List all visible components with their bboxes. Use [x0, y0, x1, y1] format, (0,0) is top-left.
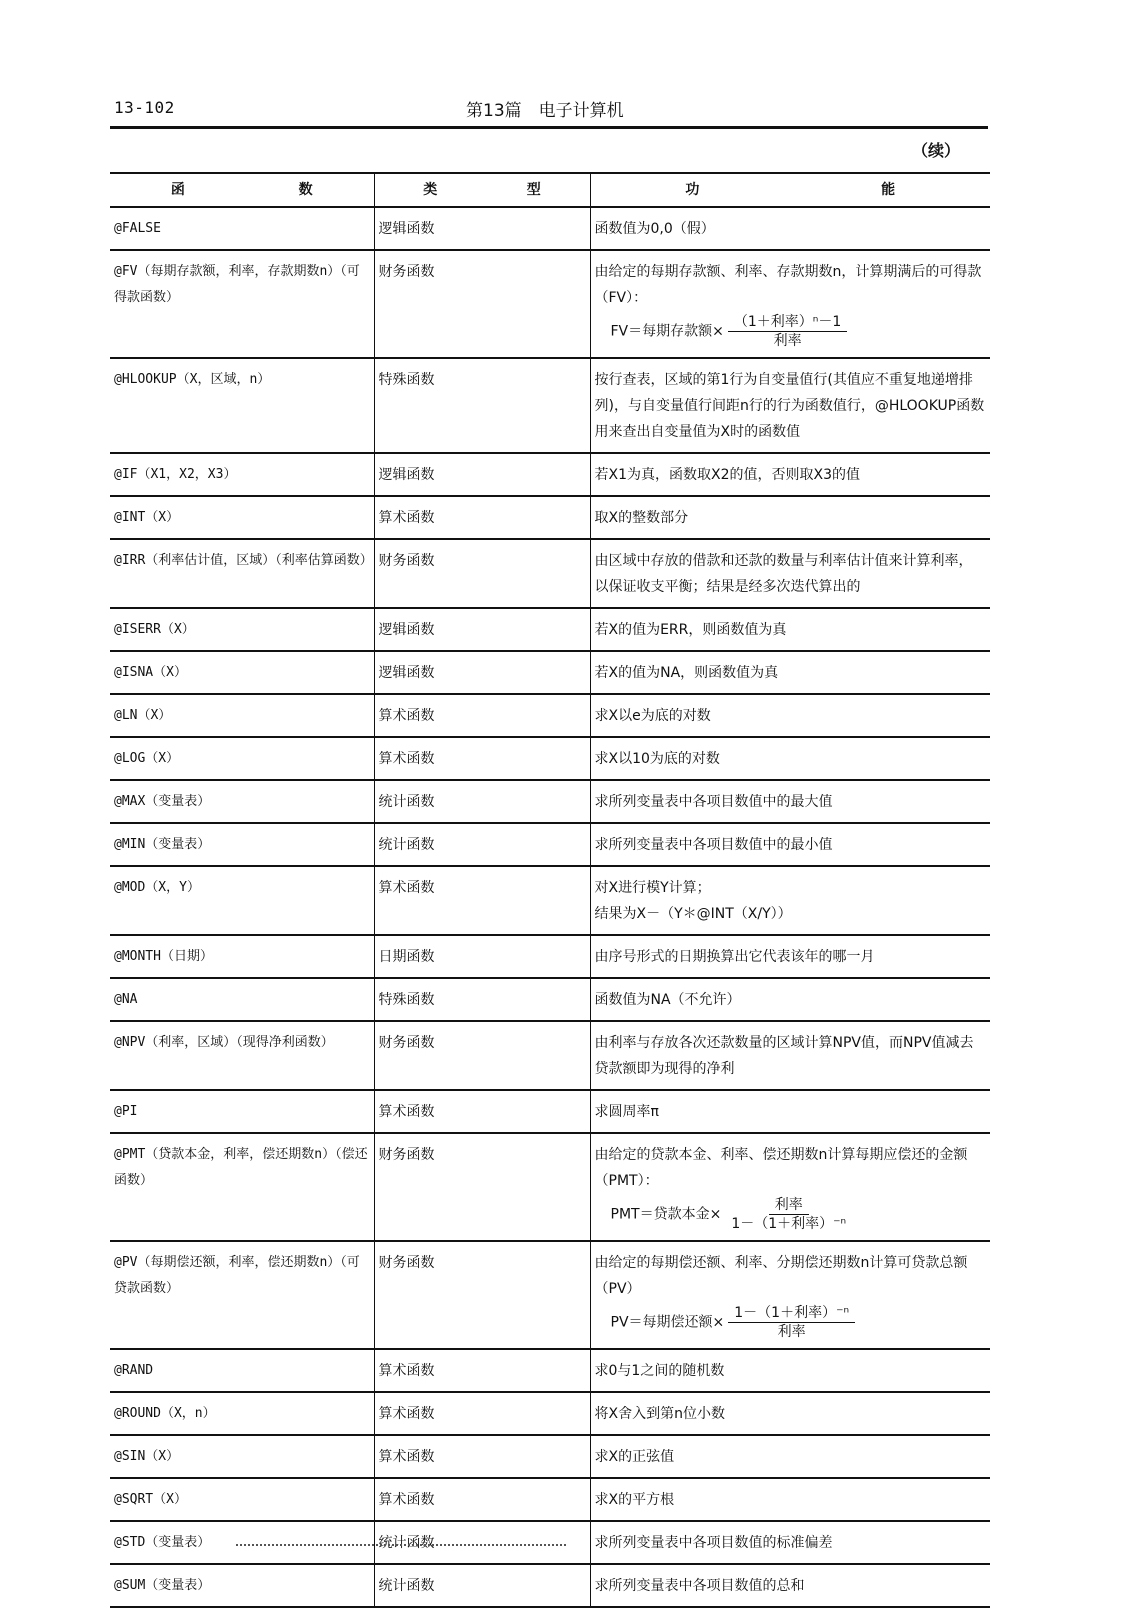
description-text: 将X舍入到第n位小数 [594, 1406, 725, 1422]
function-cell: @ROUND（X，n） [110, 1392, 374, 1435]
description-text: 函数值为NA（不允许） [594, 992, 741, 1008]
description-cell [590, 1241, 990, 1349]
table-row [110, 1090, 990, 1133]
chapter-title: 第13篇 电子计算机 [466, 101, 624, 121]
description-cell [590, 250, 990, 358]
table-row [110, 866, 990, 935]
type-cell: 日期函数 [374, 935, 590, 978]
table-row [110, 358, 990, 453]
description-text: 由给定的每期偿还额、利率、分期偿还期数n计算可贷款总额（PV） [594, 1255, 968, 1297]
formula-fraction [725, 1196, 852, 1233]
description-text-2: 结果为X－（Y＊@INT（X/Y）） [594, 906, 792, 922]
function-cell: @MOD（X，Y） [110, 866, 374, 935]
type-cell: 算术函数 [374, 1392, 590, 1435]
type-cell: 统计函数 [374, 1521, 590, 1564]
table-row [110, 539, 990, 608]
table-row [110, 737, 990, 780]
description-cell [590, 978, 990, 1021]
formula-denominator: 利率 [777, 1324, 806, 1340]
table-row [110, 694, 990, 737]
type-cell: 算术函数 [374, 1435, 590, 1478]
description-text: 求X以10为底的对数 [594, 751, 720, 767]
table-row [110, 1021, 990, 1090]
function-cell: @PMT（贷款本金，利率，偿还期数n）（偿还函数） [110, 1133, 374, 1241]
col-header-type [374, 173, 590, 207]
description-text: 求0与1之间的随机数 [594, 1363, 725, 1379]
col-header-function-char2: 数 [298, 182, 313, 198]
formula-numerator: （1＋利率）ⁿ－1 [728, 313, 847, 332]
type-cell: 逻辑函数 [374, 207, 590, 250]
description-cell [590, 737, 990, 780]
formula-lhs: FV＝每期存款额× [610, 323, 724, 340]
description-text: 求圆周率π [594, 1104, 659, 1120]
function-cell: @SIN（X） [110, 1435, 374, 1478]
type-cell: 财务函数 [374, 250, 590, 358]
table-row [110, 935, 990, 978]
table-row [110, 453, 990, 496]
formula [595, 1196, 987, 1233]
description-cell [590, 496, 990, 539]
function-cell: @FV（每期存款额，利率，存款期数n）（可得款函数） [110, 250, 374, 358]
function-cell: @STD（变量表） [110, 1521, 374, 1564]
description-cell [590, 358, 990, 453]
description-cell [590, 866, 990, 935]
type-cell: 财务函数 [374, 539, 590, 608]
description-text: 求X的平方根 [594, 1492, 675, 1508]
type-cell: 财务函数 [374, 1241, 590, 1349]
type-cell: 算术函数 [374, 866, 590, 935]
table-row [110, 1478, 990, 1521]
function-cell: @SQRT（X） [110, 1478, 374, 1521]
description-cell [590, 651, 990, 694]
description-cell [590, 539, 990, 608]
description-text: 对X进行模Y计算； [594, 880, 711, 896]
type-cell: 特殊函数 [374, 358, 590, 453]
col-header-type-char2: 型 [526, 182, 541, 198]
formula [595, 313, 987, 350]
function-cell: @PV（每期偿还额，利率，偿还期数n）（可贷款函数） [110, 1241, 374, 1349]
formula-lhs: PV＝每期偿还额× [610, 1314, 725, 1331]
type-cell: 算术函数 [374, 1349, 590, 1392]
description-cell [590, 935, 990, 978]
description-text: 函数值为0,0（假） [594, 221, 715, 237]
function-cell: @MIN（变量表） [110, 823, 374, 866]
type-cell: 统计函数 [374, 1564, 590, 1607]
type-cell: 逻辑函数 [374, 608, 590, 651]
continued-label: （续） [912, 141, 961, 160]
description-cell [590, 207, 990, 250]
description-text: 若X1为真，函数取X2的值，否则取X3的值 [594, 467, 860, 483]
description-cell [590, 1090, 990, 1133]
description-text: 若X的值为NA，则函数值为真 [594, 665, 779, 681]
description-text: 由区域中存放的借款和还款的数量与利率估计值来计算利率，以保证收支平衡；结果是经多次迭代算出的 [594, 553, 973, 595]
description-cell [590, 1021, 990, 1090]
type-cell: 算术函数 [374, 1478, 590, 1521]
description-cell [590, 1392, 990, 1435]
col-header-function [110, 173, 374, 207]
function-cell: @FALSE [110, 207, 374, 250]
table-row [110, 651, 990, 694]
formula [595, 1304, 987, 1341]
description-text: 取X的整数部分 [594, 510, 689, 526]
description-text: 由序号形式的日期换算出它代表该年的哪一月 [594, 949, 875, 965]
description-text: 求所列变量表中各项目数值的总和 [594, 1578, 805, 1594]
description-text: 由给定的贷款本金、利率、偿还期数n计算每期应偿还的金额（PMT）： [594, 1147, 968, 1189]
description-cell [590, 1564, 990, 1607]
col-header-description-char2: 能 [881, 182, 896, 198]
type-cell: 算术函数 [374, 737, 590, 780]
table-body [110, 207, 990, 1607]
function-table [110, 172, 990, 1608]
description-text: 求所列变量表中各项目数值中的最小值 [594, 837, 833, 853]
function-cell: @NPV（利率，区域）（现得净利函数） [110, 1021, 374, 1090]
footer-dots [236, 1544, 566, 1548]
description-text: 按行查表，区域的第1行为自变量值行(其值应不重复地递增排列)，与自变量值行间距n行的行为函数值行，@HLOOKUP函数用来查出自变量值为X时的函数值 [594, 372, 985, 440]
type-cell: 财务函数 [374, 1133, 590, 1241]
function-cell: @IF（X1，X2，X3） [110, 453, 374, 496]
table-row [110, 1392, 990, 1435]
description-cell [590, 1521, 990, 1564]
type-cell: 财务函数 [374, 1021, 590, 1090]
description-text: 求X的正弦值 [594, 1449, 675, 1465]
function-cell: @ISNA（X） [110, 651, 374, 694]
function-cell: @LN（X） [110, 694, 374, 737]
table-row [110, 1241, 990, 1349]
description-cell [590, 694, 990, 737]
table-row [110, 1521, 990, 1564]
description-text: 由利率与存放各次还款数量的区域计算NPV值，而NPV值减去贷款额即为现得的净利 [594, 1035, 974, 1077]
function-cell: @NA [110, 978, 374, 1021]
table-row [110, 250, 990, 358]
function-cell: @LOG（X） [110, 737, 374, 780]
description-cell [590, 823, 990, 866]
function-cell: @RAND [110, 1349, 374, 1392]
table-header-row [110, 173, 990, 207]
table-row [110, 496, 990, 539]
col-header-description-char1: 功 [685, 182, 700, 198]
type-cell: 特殊函数 [374, 978, 590, 1021]
type-cell: 逻辑函数 [374, 453, 590, 496]
description-cell [590, 1133, 990, 1241]
description-text: 求所列变量表中各项目数值中的最大值 [594, 794, 833, 810]
function-cell: @MAX（变量表） [110, 780, 374, 823]
type-cell: 算术函数 [374, 694, 590, 737]
type-cell: 逻辑函数 [374, 651, 590, 694]
function-cell: @ISERR（X） [110, 608, 374, 651]
function-cell: @PI [110, 1090, 374, 1133]
description-cell [590, 1349, 990, 1392]
description-text: 由给定的每期存款额、利率、存款期数n，计算期满后的可得款（FV）： [594, 264, 982, 306]
function-cell: @IRR（利率估计值，区域）（利率估算函数） [110, 539, 374, 608]
type-cell: 统计函数 [374, 780, 590, 823]
description-text: 若X的值为ERR，则函数值为真 [594, 622, 787, 638]
type-cell: 算术函数 [374, 496, 590, 539]
formula-denominator: 利率 [773, 333, 802, 349]
table-row [110, 1435, 990, 1478]
function-cell: @HLOOKUP（X，区域，n） [110, 358, 374, 453]
table-row [110, 608, 990, 651]
description-cell [590, 1478, 990, 1521]
col-header-function-char1: 函 [170, 182, 185, 198]
table-row [110, 823, 990, 866]
function-cell: @MONTH（日期） [110, 935, 374, 978]
col-header-description [590, 173, 990, 207]
description-cell [590, 453, 990, 496]
formula-fraction [728, 313, 847, 350]
table-row [110, 780, 990, 823]
description-text: 求X以e为底的对数 [594, 708, 711, 724]
formula-lhs: PMT＝贷款本金× [610, 1206, 722, 1223]
description-cell [590, 608, 990, 651]
formula-numerator: 利率 [769, 1196, 809, 1215]
header-rule [110, 126, 988, 129]
formula-numerator: 1－（1＋利率）⁻ⁿ [728, 1304, 855, 1323]
table-row [110, 207, 990, 250]
function-cell: @INT（X） [110, 496, 374, 539]
description-text: 求所列变量表中各项目数值的标准偏差 [594, 1535, 833, 1551]
table-row [110, 1564, 990, 1607]
function-cell: @SUM（变量表） [110, 1564, 374, 1607]
type-cell: 算术函数 [374, 1090, 590, 1133]
page-number: 13-102 [114, 98, 175, 117]
description-cell [590, 780, 990, 823]
table-row [110, 1133, 990, 1241]
col-header-type-char1: 类 [423, 182, 438, 198]
table-row [110, 978, 990, 1021]
table-row [110, 1349, 990, 1392]
formula-fraction [728, 1304, 855, 1341]
description-cell [590, 1435, 990, 1478]
type-cell: 统计函数 [374, 823, 590, 866]
formula-denominator: 1－（1＋利率）⁻ⁿ [731, 1216, 847, 1232]
